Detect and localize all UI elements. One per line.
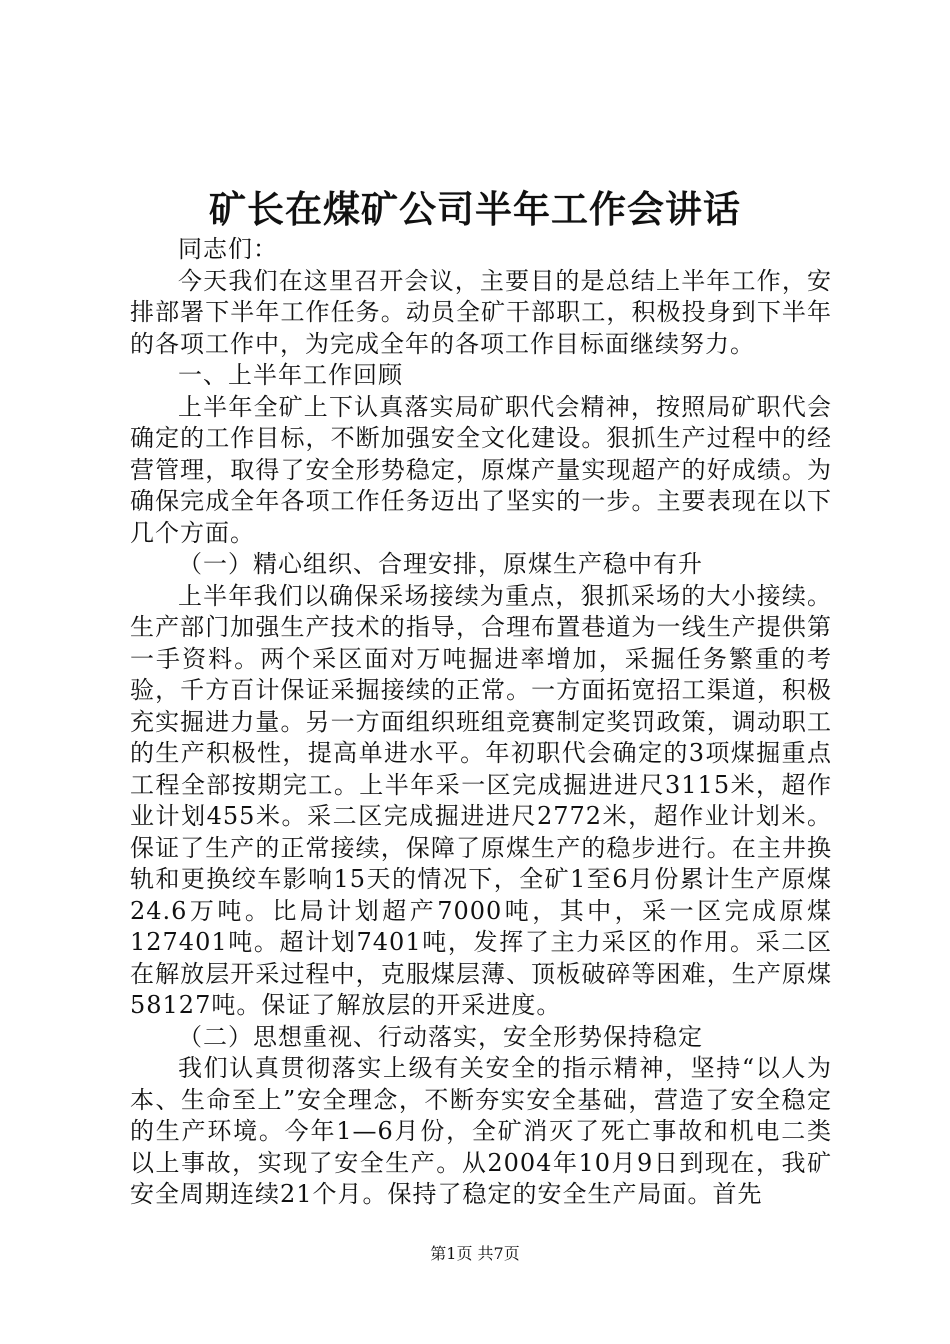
salutation: 同志们： bbox=[178, 235, 278, 263]
document-body bbox=[130, 234, 832, 1211]
document-title: 矿长在煤矿公司半年工作会讲话 bbox=[209, 187, 741, 231]
subsection-heading-2: （二）思想重视、行动落实，安全形势保持稳定 bbox=[178, 1022, 703, 1051]
page-footer bbox=[0, 1243, 950, 1265]
page-total: 共7页 bbox=[477, 1244, 520, 1263]
subsection-heading-1: （一）精心组织、合理安排，原煤生产稳中有升 bbox=[178, 550, 703, 578]
safety-paragraph: 我们认真贯彻落实上级有关安全的指示精神，坚持“以人为本、生命至上”安全理念，不断夯实安全基础，营造了安全稳定的生产环境。今年1—6月份，全矿消灭了死亡事故和机电二类以上事故，实现了安全生产。从2004年10月9日到现在，我矿安全周期连续21个月。保持了稳定的安全生产局面。首先 bbox=[130, 1054, 832, 1208]
production-paragraph: 上半年我们以确保采场接续为重点，狠抓采场的大小接续。生产部门加强生产技术的指导，合理布置巷道为一线生产提供第一手资料。两个采区面对万吨掘进率增加，采掘任务繁重的考验，千方百计保证采掘接续的正常。一方面拓宽招工渠道，积极充实掘进力量。另一方面组织班组竞赛制定奖罚政策，调动职工的生产积极性，提高单进水平。年初职代会确定的3项煤掘重点工程全部按期完工。上半年采一区完成掘进进尺3115米，超作业计划455米。采二区完成掘进进尺2772米，超作业计划米。保证了生产的正常接续，保障了原煤生产的稳步进行。在主井换轨和更换绞车影响15天的情况下，全矿1至6月份累计生产原煤24.6万吨。比局计划超产7000吨，其中，采一区完成原煤127401吨。超计划7401吨，发挥了主力采区的作用。采二区在解放层开采过程中，克服煤层薄、顶板破碎等困难，生产原煤58127吨。保证了解放层的开采进度。 bbox=[130, 581, 832, 1019]
section-heading: 一、上半年工作回顾 bbox=[178, 361, 403, 389]
review-paragraph: 上半年全矿上下认真落实局矿职代会精神，按照局矿职代会确定的工作目标，不断加强安全文化建设。狠抓生产过程中的经营管理，取得了安全形势稳定，原煤产量实现超产的好成绩。为确保完成全年各项工作任务迈出了坚实的一步。主要表现在以下几个方面。 bbox=[130, 392, 832, 547]
page-number: 第1页 bbox=[430, 1244, 473, 1263]
intro-paragraph: 今天我们在这里召开会议，主要目的是总结上半年工作，安排部署下半年工作任务。动员全矿干部职工，积极投身到下半年的各项工作中，为完成全年的各项工作目标面继续努力。 bbox=[130, 266, 832, 358]
